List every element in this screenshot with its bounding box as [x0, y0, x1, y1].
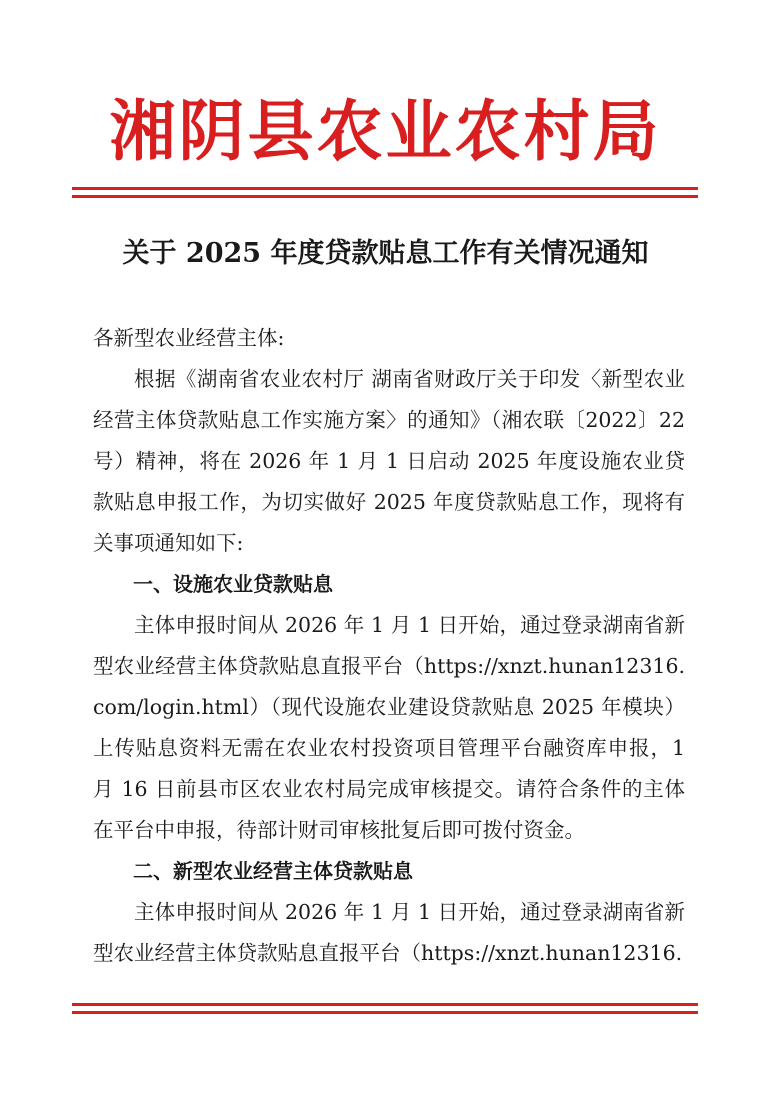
section-2-heading: 二、新型农业经营主体贷款贴息: [133, 859, 413, 883]
document-body: [93, 318, 685, 974]
footer-divider-bottom: [72, 1011, 698, 1014]
salutation: 各新型农业经营主体:: [93, 326, 285, 350]
section-2-body: 主体申报时间从 2026 年 1 月 1 日开始，通过登录湖南省新型农业经营主体贷款贴息直报平台（https://xnzt.hunan12316.: [93, 900, 685, 965]
agency-name-header: 湘阴县农业农村局: [109, 92, 662, 170]
header-divider-top: [72, 187, 698, 190]
header-divider-bottom: [72, 195, 698, 198]
document-title: 关于 2025 年度贷款贴息工作有关情况通知: [122, 238, 649, 269]
footer-divider-top: [72, 1003, 698, 1006]
intro-paragraph: 根据《湖南省农业农村厅 湖南省财政厅关于印发〈新型农业经营主体贷款贴息工作实施方案〉的通知》（湘农联〔2022〕22 号）精神，将在 2026 年 1 月 1 日启动 2025 年度设施农业贷款贴息申报工作，为切实做好 2025 年度贷款贴息工作，现将有关事项通知如下:: [93, 367, 685, 555]
section-1-heading: 一、设施农业贷款贴息: [133, 572, 333, 596]
section-1-body: 主体申报时间从 2026 年 1 月 1 日开始，通过登录湖南省新型农业经营主体贷款贴息直报平台（https://xnzt.hunan12316.com/login.html）（现代设施农业建设贷款贴息 2025 年模块）上传贴息资料无需在农业农村投资项目管理平台融资库申报，1 月 16 日前县市区农业农村局完成审核提交。请符合条件的主体在平台中申报，待部计财司审核批复后即可拨付资金。: [93, 613, 685, 842]
